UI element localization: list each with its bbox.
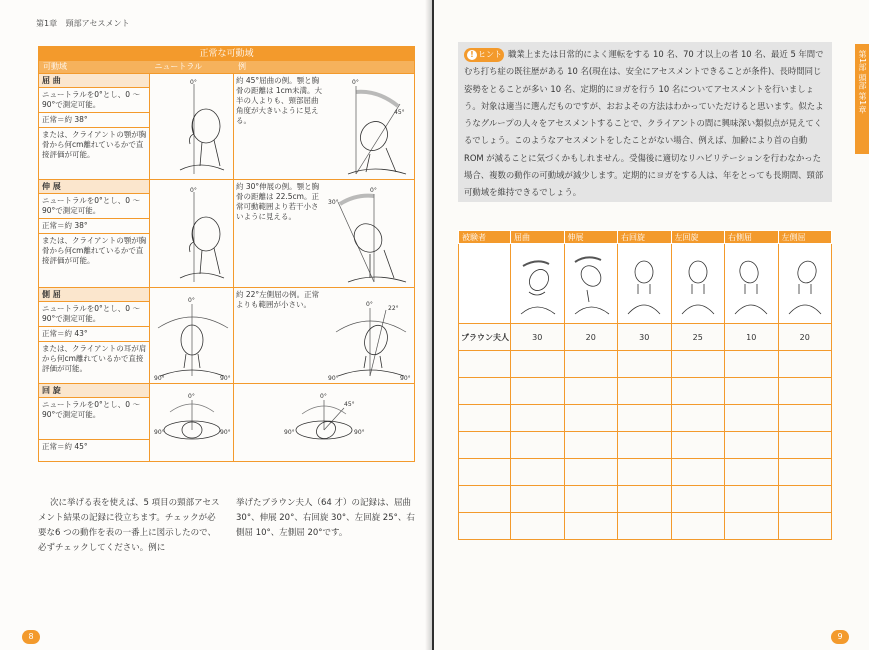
angle-label: 30° — [327, 199, 339, 206]
neutral-side-head-figure — [150, 74, 234, 180]
record-value-cell[interactable]: 30 — [618, 324, 672, 351]
lateral-flexion-example-figure — [326, 288, 415, 384]
page-number: 9 — [831, 630, 849, 644]
angle-label: 90° — [327, 375, 339, 382]
subject-name-cell[interactable] — [459, 405, 511, 432]
subject-name-cell[interactable]: ブラウン夫人 — [459, 324, 511, 351]
rotation-example-figure — [274, 384, 394, 462]
neutral-top-head-figure — [150, 384, 234, 462]
row-title: 回 旋 — [39, 384, 149, 398]
record-value-cell[interactable]: 25 — [671, 324, 725, 351]
record-value-cell[interactable] — [778, 351, 832, 378]
flexion-figure — [511, 244, 565, 324]
angle-label: 90° — [283, 429, 295, 436]
row-title: 屈 曲 — [39, 74, 149, 88]
hint-box — [458, 42, 832, 202]
record-value-cell[interactable] — [725, 459, 779, 486]
record-value-cell[interactable] — [511, 486, 565, 513]
angle-label: 90° — [399, 375, 411, 382]
record-value-cell[interactable] — [725, 513, 779, 540]
header-flexion: 屈曲 — [511, 231, 565, 244]
record-value-cell[interactable] — [671, 378, 725, 405]
record-value-cell[interactable] — [618, 405, 672, 432]
record-value-cell[interactable] — [725, 405, 779, 432]
table-title: 正常な可動域 — [39, 47, 414, 61]
record-value-cell[interactable] — [671, 459, 725, 486]
example-text: 約 22°左側屈の例。正常よりも範囲が小さい。 — [235, 290, 320, 309]
row-text: または、クライアントの顎が胸骨から何cm離れているかで直接評価が可能。 — [42, 236, 147, 265]
subject-name-cell[interactable] — [459, 513, 511, 540]
angle-label: 45° — [343, 401, 355, 408]
record-value-cell[interactable] — [671, 351, 725, 378]
hint-text: 職業上または日常的によく運転をする 10 名、70 才以上の者 10 名、最近 5 年間でむち打ち症の既往歴がある 10 名(現在は、安全にアセスメントできることが条件)、長時間同じ姿勢をとることが多い 10 名、定期的にヨガを行う 10 名についてアセスメントを行いましょう。対象は適当に選んだものですが、おおよその方法はわかっていただけると思います。似たようなグループの人々をアセスメントすることで、クライアントの間に興味深い類似点が見えてくるでしょう。このようなアセスメントをしたことがない場合、例えば、加齢により首の自動 ROM が減ることに気づくかもしれません。受傷後に適切なリハビリテーションを行わなかった場合、複数の動作の可動域が減少します。定期的にヨガをする人は、年をとっても長期間、頸部可動域を維持できるでしょう。 — [464, 49, 824, 198]
body-paragraph-right: 挙げたブラウン夫人（64 才）の記録は、屈曲 30°、伸展 20°、右回旋 30°、左回旋 25°、右側屈 10°、左側屈 20°です。 — [236, 498, 415, 538]
row-title: 伸 展 — [39, 180, 149, 194]
angle-label: 90° — [353, 429, 365, 436]
row-text: 正常＝約 38° — [39, 113, 149, 128]
record-row — [459, 459, 832, 486]
table-row-flexion — [39, 73, 414, 179]
row-text: ニュートラルを0°とし、0 ～ 90°で測定可能。 — [39, 398, 149, 440]
row-text: 正常＝約 43° — [39, 327, 149, 342]
subject-name-cell[interactable] — [459, 432, 511, 459]
angle-label: 0° — [190, 187, 198, 194]
example-text: 約 45°屈曲の例。顎と胸骨の距離は 1cm未満。大半の人よりも、頸部屈曲角度が大きいように見える。 — [235, 76, 323, 125]
col-header-example: 例 — [237, 62, 246, 71]
record-value-cell[interactable] — [564, 486, 618, 513]
record-value-cell[interactable] — [511, 432, 565, 459]
record-value-cell[interactable] — [511, 513, 565, 540]
header-extension: 伸展 — [564, 231, 618, 244]
table-row-rotation — [39, 383, 414, 461]
row-text: ニュートラルを0°とし、0 ～ 90°で測定可能。 — [39, 88, 149, 113]
angle-label: 0° — [351, 79, 359, 86]
subject-name-cell[interactable] — [459, 459, 511, 486]
record-value-cell[interactable] — [564, 513, 618, 540]
left-page — [0, 0, 432, 650]
header-left-rotation: 左回旋 — [671, 231, 725, 244]
left-lateral-flexion-figure — [778, 244, 832, 324]
record-value-cell[interactable] — [778, 432, 832, 459]
angle-label: 0° — [188, 393, 196, 400]
angle-label: 90° — [220, 429, 232, 436]
record-value-cell[interactable] — [778, 459, 832, 486]
body-paragraph-left: 次に挙げる表を使えば、5 項目の頸部アセスメント結果の記録に役立ちます。チェックが必要な6 つの動作を表の一番上に図示したので、必ずチェックしてください。例に — [38, 498, 220, 553]
angle-label: 0° — [319, 393, 327, 400]
record-value-cell[interactable] — [618, 486, 672, 513]
record-value-cell[interactable] — [618, 432, 672, 459]
record-value-cell[interactable] — [511, 459, 565, 486]
header-right-rotation: 右回旋 — [618, 231, 672, 244]
angle-label: 90° — [154, 429, 166, 436]
record-value-cell[interactable]: 20 — [564, 324, 618, 351]
assessment-record-table — [458, 230, 832, 540]
record-value-cell[interactable] — [778, 513, 832, 540]
subject-name-cell[interactable] — [459, 486, 511, 513]
record-value-cell[interactable] — [618, 513, 672, 540]
record-value-cell[interactable] — [564, 459, 618, 486]
record-value-cell[interactable] — [725, 378, 779, 405]
record-row — [459, 378, 832, 405]
exclamation-icon: ! — [467, 50, 477, 60]
record-value-cell[interactable] — [725, 432, 779, 459]
angle-label: 90° — [154, 375, 166, 382]
angle-label: 90° — [220, 375, 232, 382]
record-value-cell[interactable] — [725, 486, 779, 513]
record-row — [459, 351, 832, 378]
chapter-title: 頸部アセスメント — [65, 19, 130, 28]
record-value-cell[interactable] — [618, 459, 672, 486]
row-text: または、クライアントの耳が肩から何cm離れているかで直接評価が可能。 — [42, 344, 147, 373]
angle-label: 22° — [387, 305, 399, 312]
subject-name-cell[interactable] — [459, 378, 511, 405]
table-column-headers — [39, 61, 414, 73]
record-value-cell[interactable] — [564, 351, 618, 378]
angle-label: 0° — [369, 187, 377, 194]
record-value-cell[interactable] — [778, 486, 832, 513]
angle-label: 45° — [393, 109, 405, 116]
flexion-example-figure — [326, 74, 415, 180]
record-value-cell[interactable] — [671, 432, 725, 459]
row-text: ニュートラルを0°とし、0 ～ 90°で測定可能。 — [39, 302, 149, 327]
running-head — [36, 18, 136, 29]
record-value-cell[interactable] — [564, 378, 618, 405]
record-value-cell[interactable] — [511, 405, 565, 432]
record-value-cell[interactable] — [511, 378, 565, 405]
record-value-cell[interactable] — [564, 432, 618, 459]
record-row — [459, 405, 832, 432]
header-subject: 被験者 — [459, 231, 511, 244]
side-tab-label: 第1部 頭部 第1章 — [858, 50, 867, 114]
right-rotation-figure — [618, 244, 672, 324]
record-body — [459, 324, 832, 540]
record-row — [459, 486, 832, 513]
record-header-row — [459, 231, 832, 244]
record-value-cell[interactable] — [618, 378, 672, 405]
example-text: 約 30°伸展の例。顎と胸骨の距離は 22.5cm。正常可動範囲より若干小さいように見える。 — [235, 182, 320, 221]
record-row — [459, 432, 832, 459]
record-figure-row — [459, 244, 832, 324]
angle-label: 0° — [365, 301, 373, 308]
left-rotation-figure — [671, 244, 725, 324]
row-text: ニュートラルを0°とし、0 ～ 90°で測定可能。 — [39, 194, 149, 219]
record-value-cell[interactable] — [564, 405, 618, 432]
record-value-cell[interactable] — [725, 351, 779, 378]
angle-label: 0° — [188, 297, 196, 304]
record-value-cell[interactable] — [618, 351, 672, 378]
row-title: 側 屈 — [39, 288, 149, 302]
record-value-cell[interactable] — [671, 405, 725, 432]
subject-name-cell[interactable] — [459, 351, 511, 378]
page-number: 8 — [22, 630, 40, 644]
record-value-cell[interactable] — [778, 405, 832, 432]
angle-label: 0° — [190, 79, 198, 86]
record-value-cell[interactable]: 30 — [511, 324, 565, 351]
right-lateral-flexion-figure — [725, 244, 779, 324]
extension-example-figure — [326, 180, 415, 288]
col-header-rom: 可動域 — [43, 62, 67, 71]
col-header-neutral: ニュートラル — [154, 62, 203, 71]
record-value-cell[interactable]: 20 — [778, 324, 832, 351]
normal-rom-table — [38, 46, 415, 462]
table-row-lateral-flexion — [39, 287, 414, 383]
record-value-cell[interactable] — [671, 486, 725, 513]
record-value-cell[interactable] — [778, 378, 832, 405]
header-right-lateral-flexion: 右側屈 — [725, 231, 779, 244]
row-text: 正常＝約 38° — [39, 219, 149, 234]
record-row — [459, 513, 832, 540]
row-text: または、クライアントの顎が胸骨から何cm離れているかで直接評価が可能。 — [42, 130, 147, 159]
hint-label: ヒント — [478, 50, 502, 59]
right-page — [434, 0, 869, 650]
extension-figure — [564, 244, 618, 324]
neutral-side-head-figure — [150, 180, 234, 288]
record-value-cell[interactable] — [511, 351, 565, 378]
header-left-lateral-flexion: 左側屈 — [778, 231, 832, 244]
record-value-cell[interactable] — [671, 513, 725, 540]
row-text: 正常＝約 45° — [42, 442, 88, 451]
record-row — [459, 324, 832, 351]
neutral-front-head-figure — [150, 288, 234, 384]
record-value-cell[interactable]: 10 — [725, 324, 779, 351]
table-row-extension — [39, 179, 414, 287]
chapter-label: 第1章 — [36, 19, 58, 28]
